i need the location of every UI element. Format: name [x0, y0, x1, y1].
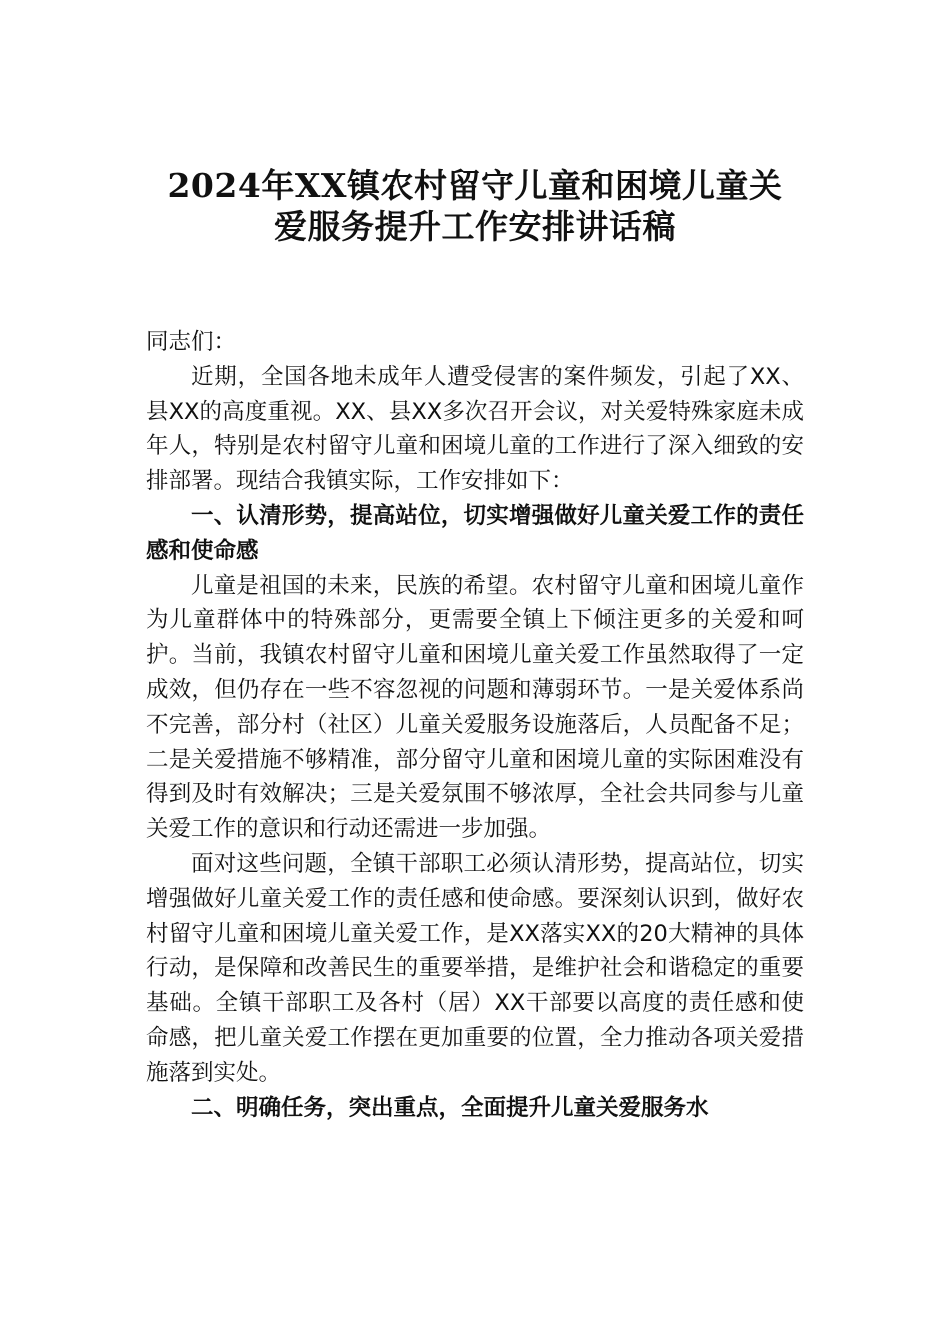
section-heading-2: 二、明确任务，突出重点，全面提升儿童关爱服务水 — [191, 1094, 709, 1121]
greeting: 同志们： — [146, 329, 237, 355]
document-title-line-1: 2024年XX镇农村留守儿童和困境儿童关 — [167, 166, 783, 205]
paragraph-responsibility: 面对这些问题，全镇干部职工必须认清形势，提高站位，切实增强做好儿童关爱工作的责任感和使命感。要深刻认识到，做好农村留守儿童和困境儿童关爱工作，是XX落实XX的20大精神的具体行动，是保障和改善民生的重要举措，是维护社会和谐稳定的重要基础。全镇干部职工及各村（居）XX干部要以高度的责任感和使命感，把儿童关爱工作摆在更加重要的位置，全力推动各项关爱措施落到实处。 — [146, 850, 804, 1086]
paragraph-intro: 近期，全国各地未成年人遭受侵害的案件频发，引起了XX、县XX的高度重视。XX、县XX多次召开会议，对关爱特殊家庭未成年人，特别是农村留守儿童和困境儿童的工作进行了深入细致的安排部署。现结合我镇实际，工作安排如下： — [146, 363, 804, 495]
document-title-line-2: 爱服务提升工作安排讲话稿 — [274, 207, 676, 246]
paragraph-situation: 儿童是祖国的未来，民族的希望。农村留守儿童和困境儿童作为儿童群体中的特殊部分，更需要全镇上下倾注更多的关爱和呵护。当前，我镇农村留守儿童和困境儿童关爱工作虽然取得了一定成效，但仍存在一些不容忽视的问题和薄弱环节。一是关爱体系尚不完善，部分村（社区）儿童关爱服务设施落后，人员配备不足；二是关爱措施不够精准，部分留守儿童和困境儿童的实际困难没有得到及时有效解决；三是关爱氛围不够浓厚，全社会共同参与儿童关爱工作的意识和行动还需进一步加强。 — [146, 572, 804, 843]
document-body — [146, 325, 804, 1125]
section-heading-1: 一、认清形势，提高站位，切实增强做好儿童关爱工作的责任感和使命感 — [146, 502, 804, 564]
